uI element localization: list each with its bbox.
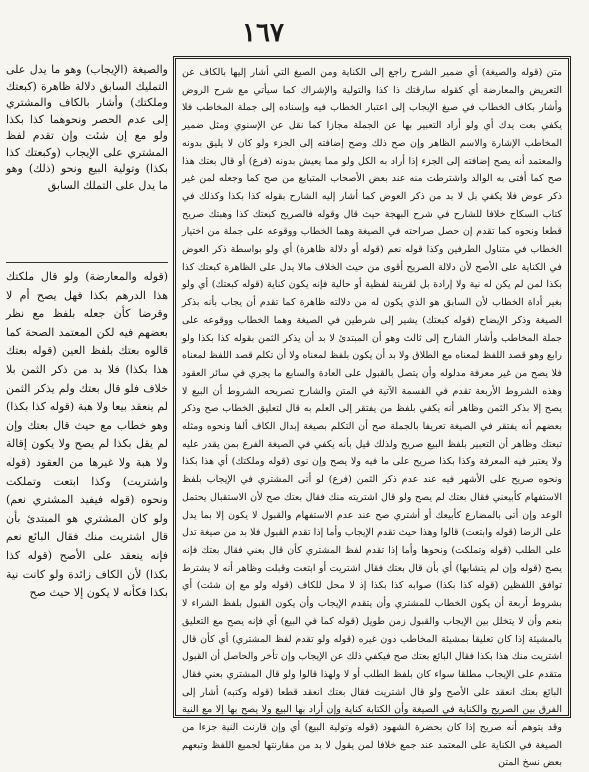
side-text-bottom: [6, 268, 168, 600]
main-text-paragraph: ﻣﺘﻦ (قوله والصيغة) أي ضمير الشرح راجع إلى الكناية ومن الصيغ التي أشار إليها بالكاف عن التعريض والمعارضة أي كقوله سارقتك ذا كذا والتولية والإشراك كما سيأتي مع شرح الروض وأشار بكاف الخطاب في صيغ الإيجاب إلى اعتبار الخطاب فيه وإسناده إلى جملة المخاطب فلا يكفي بعت يدك أي ولو أراد التعبير بها عن الجملة مجازا كما نقل عن الإسنوي ومثل ضمير المخاطب الإشارة والاسم الظاهر وإن صح ذلك وصح إضافته إلى الجزء ولو كان لا يليق بدونه والمعتمد أنه يصح إضافته إلى الجزء إذا أراد به الكل ولو مما يعيش بدونه (فرع) أو قال بعتك هذا صح كما أفتى به الوالد واشترطت منه عند بعض الأصحاب المتبايع من صح كما وجعله لمن غير ذكر عوض فلا يكفي بل لا بد من ذكر العوض كما أشار إليه الشارح بقوله كذا بكذا وكذلك في كتاب السكاح خلافا للشارح في شرح البهجة حيث قال وقوله فالصريح كبعتك كذا وهبتك صريح قطعا ونحوه كما تقدم إن حصل صراحته في الصيغة وهما الخطاب ووقوعه على جملة من اختيار الخطاب في متناول الطرفين وكذا قوله نعم (قوله أو دلالة ظاهرة) أي ولو بواسطة ذكر العوض في الكناية على الأصح لأن دلالة الصريح أقوى من حيث الخلاف مالا يدل على الظاهرة كبعتك كذا بكذا لمن لم يكن له نية ولا إرادة بل لقرينة لفظية أو حالية فإنه يكون كناية (قوله كبعتك) أي ولو بغير أداة الخطاب لأن السابق هو الذي يكون له من دلالته ظاهرة كما تقدم أن يجاب بأنه بذكر الصيغة وذكر الإيضاح (قوله كبعتك) يشير إلى شرطين في الصيغة وهما الخطاب ووقوعه على جملة المخاطب وأشار الشارح إلى ثالث وهو أن المبتدئ لا بد أن يذكر الثمن بقوله كذا بكذا ولو رابع وهو قصد اللفظ لمعناه مع الطلاق ولا بد أن يكون بلفظ لمعناه ولا أن تكلم قصد اللفظ لمعناه فلا يصح من غير معرفة مدلوله وأن يتصل بالقبول على العادة والسابع ما يجري في سائر العقود وهذه الشروط الأربعة تقدم في القسمة الآتية في المتن والشارح تصريحه الشروط أن البيع لا يصح إلا بذكر الثمن وظاهر أنه يكفي بلفظ من يفتقر إلى العلم به قال لتعليق الخطاب صح وذكر بعضهم أنه يفتقر في الصيغة تعريفا بالجملة صح أن التكلم بصيغة إبدال الكاف ألفا ونحوه ومثله تبعتك وظاهر أن التعبير بلفظ البيع صريح ولذلك قيل بأنه يكفي في الصيغة الفرع بمن يقدر عليه ولا يعتبر فيه المعرفة وكذا بكذا صريح على ما فيه ولا يصح وإن نوى (قوله وملكتك) أي هذا بكذا ونحوه صريح على الأشهر فيه عند عدم ذكر الثمن (فرع) لو أتى المشتري في الإيجاب بلفظ الاستفهام كأبيعني فقال بعتك لم يصح ولو قال اشتريته منك فقال بعتك صح لأن الاستقبال يحتمل الوعد وإن أتى بالمضارع كأبيعك أو أشتري صح عند عدم الاستفهام والقبول لا يكون إلا بما يدل على الرضا (قوله وابتعت) قالوا وهذا حيث تقدم الإيجاب وأما إذا تقدم القبول فلا بد من صيغة تدل على الطلب (قوله وتملكت) ونحوها وأما إذا تقدم لفظ المشتري كأن قال بعني فقال بعتك فإنه يصح (قوله وإن لم يتشابها) أي بأن قال بعتك فقال اشتريت أو ابتعت وقبلت وظاهر أنه لا يشترط توافق اللفظين (قوله كذا بكذا) صوابه كذا بكذا إذ لا محل للكاف (قوله ولو مع إن شئت) أي بشروط أربعة أن يكون الخطاب للمشتري وأن يتقدم الإيجاب وأن يكون القبول بلفظ الشراء لا بنعم وأن لا يتخلل بين الإيجاب والقبول زمن طويل (قوله كما في البيع) أي فإنه يصح مع التعليق بالمشيئة إذا كان تعليقا بمشيئة المخاطب دون غيره (قوله ولو تقدم لفظ المشتري) أي كأن قال اشتريت منك هذا بكذا فقال البائع بعتك صح فيكفي ذلك عن الإيجاب وإن تأخر والحاصل أن القبول متقدم على الإيجاب مطلقا سواء كان بلفظ الطلب أو لا ولهذا قالوا ولو قال المشتري بعني فقال البائع بعتك انعقد على الأصح ولو قال اشتريت فقال بعتك انعقد قطعا (قوله وكتبه) أشار إلى الفرق بين الصريح والكناية في الصيغة وأن الكتابة كناية وإن أراد بها البيع ولا يصح بها إلا مع النية وقد يتوهم أنه صريح إذا كان بحضرة الشهود (قوله وتولية البيع) أي وإن قارنت النية جزءا من الصيغة في الكناية على المعتمد عند جمع خلافا لمن يقول لا بد من مقارنتها لجميع اللفظ وتبعهم بعض نسخ المتن: [182, 67, 562, 769]
side-divider: [6, 262, 168, 263]
side-text-top-paragraph: والصيغة (الإيجاب) وهو ما يدل على التمليك السابق دلالة ظاهرة (كبعتك وملكتك) وأشار بالكاف والمشتري إلى عدم الحصر ونحوهما كذا بكذا ولو مع إن شئت وإن تقدم لفظ المشتري على الإيجاب (وكبعتك كذا بكذا) وتولية البيع ونحو (ذلك) وهو ما يدل على التملك السابق: [6, 63, 168, 192]
side-text-top: [6, 62, 168, 262]
side-text-bottom-paragraph: (قوله والمعارضة) ولو قال ملكتك هذا الدرهم بكذا فهل يصح أم لا وقرضا كأن جعله بلفظ مع نظر بعضهم فيه لكن المعتمد الصحة كما قالوه بعتك بلفظ العين (قوله بعتك هذا بكذا) فلا بد من ذكر الثمن بلا خلاف فلو قال بعتك ولم يذكر الثمن لم ينعقد بيعا ولا هبة (قوله كذا بكذا) وهو خطاب مع حيث قال بعتك وإن لم يقل بكذا لم يصح ولا يكون إقالة ولا هبة ولا غيرها من العقود (قوله واشتريت) وكذا ابتعت وتملكت ونحوه (قوله فيفيد المشتري نعم) ولو كان المشتري هو المبتدئ بأن قال اشتريت منك فقال البائع نعم فإنه ينعقد على الأصح (قوله كذا بكذا) لأن الكاف زائدة ولو كانت نية بكذا فكأنه لا يكون إلا حيث صح: [6, 270, 168, 600]
main-text-frame: [173, 56, 571, 769]
page-number: ١٦٧: [242, 18, 284, 48]
main-text-body: [182, 64, 562, 769]
